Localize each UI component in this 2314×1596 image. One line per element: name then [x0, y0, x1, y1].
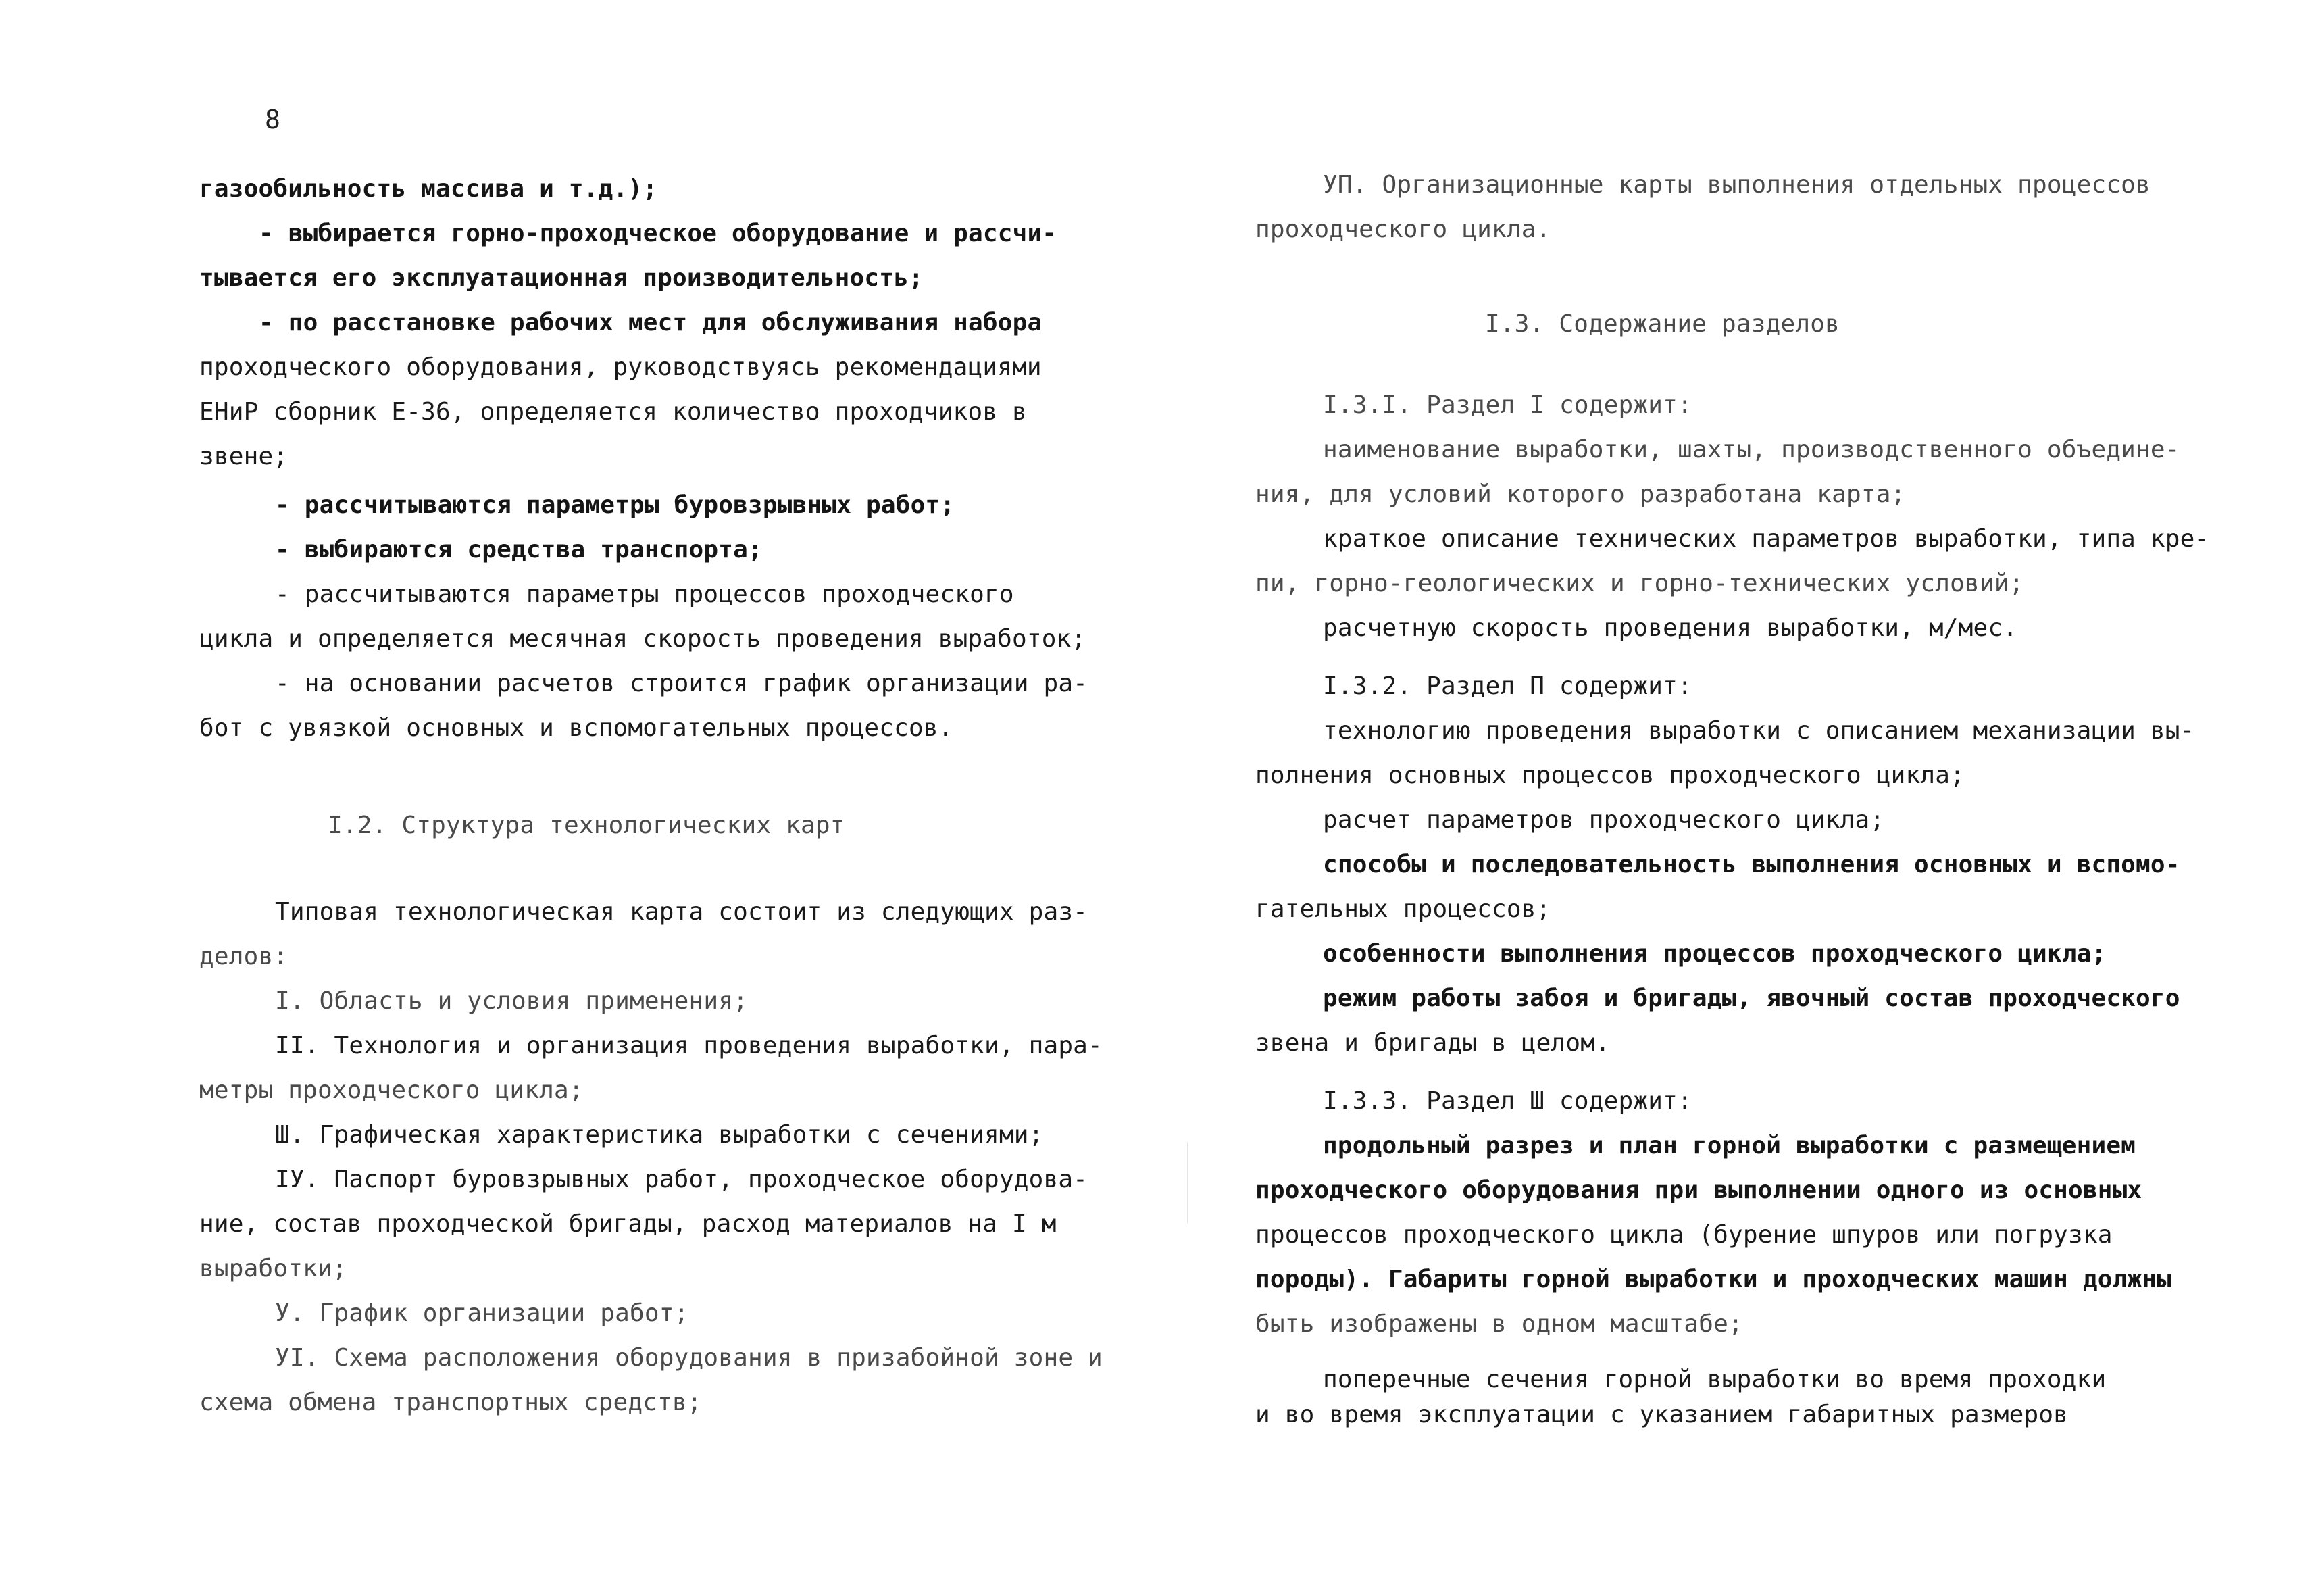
text-line: метры проходческого цикла; [199, 1076, 584, 1104]
text-line: и во время эксплуатации с указанием габаритных размеров [1255, 1401, 2069, 1428]
text-line: полнения основных процессов проходческого цикла; [1255, 762, 1965, 789]
text-line: IУ. Паспорт буровзрывных работ, проходческое оборудова- [275, 1166, 1088, 1193]
text-line: режим работы забоя и бригады, явочный состав проходческого [1323, 984, 2180, 1012]
text-line: наименование выработки, шахты, производственного объедине- [1323, 436, 2180, 464]
text-line: ЕНиР сборник Е-36, определяется количество проходчиков в [199, 398, 1027, 426]
text-line: - по расстановке рабочих мест для обслуживания набора [259, 309, 1042, 336]
text-line: краткое описание технических параметров выработки, типа кре- [1323, 525, 2210, 553]
section-heading: I.3. Содержание разделов [1485, 310, 1840, 338]
text-line: породы). Габариты горной выработки и проходческих машин должны [1255, 1266, 2172, 1293]
text-line: УП. Организационные карты выполнения отдельных процессов [1323, 171, 2150, 199]
text-line: проходческого цикла. [1255, 216, 1551, 243]
text-line: проходческого оборудования, руководствуясь рекомендациями [199, 353, 1042, 381]
text-line: У. График организации работ; [275, 1299, 689, 1327]
text-line: тывается его эксплуатационная производительность; [199, 264, 924, 292]
text-line: выработки; [199, 1255, 347, 1282]
subsection-heading: I.3.I. Раздел I содержит: [1323, 391, 1692, 419]
text-line: расчетную скорость проведения выработки, м/мес. [1323, 614, 2018, 642]
text-line: ния, для условий которого разработана карта; [1255, 480, 1906, 508]
page-number: 8 [265, 105, 280, 134]
text-line: УI. Схема расположения оборудования в призабойной зоне и [275, 1344, 1103, 1372]
text-line: технологию проведения выработки с описанием механизации вы- [1323, 717, 2195, 745]
text-line: Типовая технологическая карта состоит из следующих раз- [275, 898, 1088, 926]
text-line: Ш. Графическая характеристика выработки с сечениями; [275, 1121, 1044, 1149]
text-line: продольный разрез и план горной выработки с размещением [1323, 1132, 2136, 1159]
text-line: схема обмена транспортных средств; [199, 1389, 702, 1416]
subsection-heading: I.3.2. Раздел П содержит: [1323, 672, 1692, 700]
text-line: - рассчитываются параметры буровзрывных работ; [275, 491, 955, 519]
text-line: звена и бригады в целом. [1255, 1029, 1610, 1057]
text-line: проходческого оборудования при выполнении одного из основных [1255, 1176, 2142, 1204]
text-line: I. Область и условия применения; [275, 987, 748, 1015]
text-line: гательных процессов; [1255, 895, 1551, 923]
text-line: ние, состав проходческой бригады, расход материалов на I м [199, 1210, 1057, 1238]
text-line: - выбирается горно-проходческое оборудование и рассчи- [259, 220, 1057, 247]
page-fold [1187, 1142, 1188, 1223]
text-line: расчет параметров проходческого цикла; [1323, 806, 1885, 834]
section-heading: I.2. Структура технологических карт [328, 812, 845, 839]
text-line: - выбираются средства транспорта; [275, 536, 763, 564]
text-line: - на основании расчетов строится график организации ра- [275, 670, 1088, 697]
text-line: процессов проходческого цикла (бурение шпуров или погрузка [1255, 1221, 2113, 1249]
text-line: - рассчитываются параметры процессов проходческого [275, 580, 1014, 608]
text-line: пи, горно-геологических и горно-технических условий; [1255, 570, 2024, 597]
text-line: звене; [199, 443, 288, 470]
text-line: бот с увязкой основных и вспомогательных процессов. [199, 714, 953, 742]
text-line: быть изображены в одном масштабе; [1255, 1310, 1743, 1338]
text-line: II. Технология и организация проведения выработки, пара- [275, 1032, 1103, 1059]
text-line: делов: [199, 943, 288, 970]
text-line: газообильность массива и т.д.); [199, 175, 658, 203]
text-line: способы и последовательность выполнения основных и вспомо- [1323, 851, 2180, 878]
text-line: поперечные сечения горной выработки во время проходки [1323, 1366, 2107, 1393]
text-line: особенности выполнения процессов проходческого цикла; [1323, 940, 2107, 968]
subsection-heading: I.3.3. Раздел Ш содержит: [1323, 1087, 1692, 1115]
text-line: цикла и определяется месячная скорость проведения выработок; [199, 625, 1086, 653]
